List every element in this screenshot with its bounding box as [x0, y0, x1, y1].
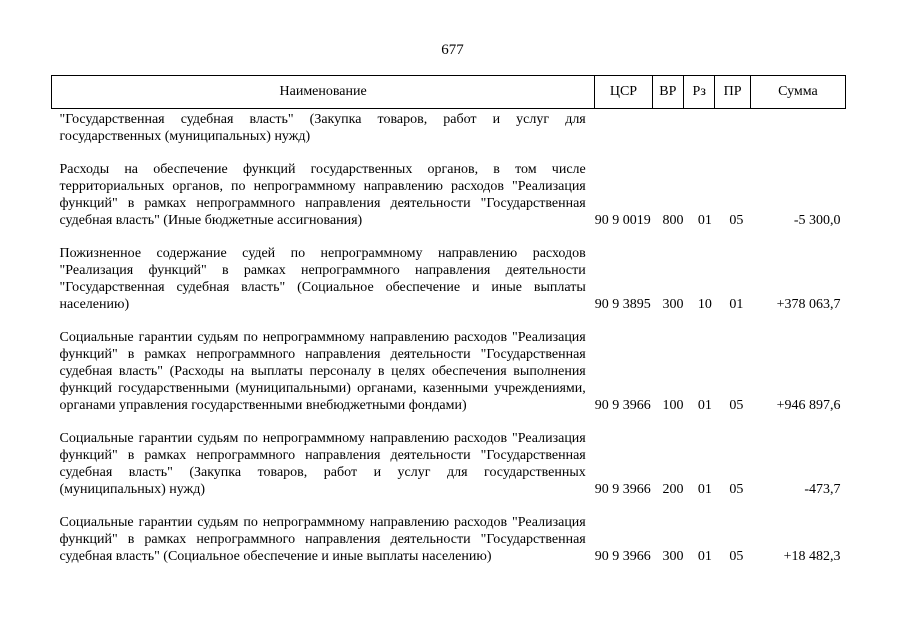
row-csr: 90 9 3966: [594, 549, 651, 564]
table-row: [52, 329, 846, 414]
table-row: [52, 161, 846, 229]
budget-table: [51, 75, 846, 565]
row-name: Пожизненное содержание судей по непрограммному направлению расходов "Реализация функций" в рамках непрограммного направления деятельности "Государственная судебная власть" (Социальное обеспечение и иные выплаты населению): [59, 246, 586, 312]
table-row: [52, 514, 846, 565]
header-vr: ВР: [652, 76, 683, 109]
header-pr: ПР: [715, 76, 751, 109]
table-row: [52, 245, 846, 313]
row-pr: 05: [729, 482, 744, 497]
table-row: [52, 430, 846, 498]
row-sum: -473,7: [804, 482, 841, 497]
row-vr: 100: [662, 398, 684, 413]
row-vr: 300: [662, 549, 684, 564]
row-spacer: [52, 414, 846, 430]
table-body: [52, 109, 846, 566]
row-vr: 300: [662, 297, 684, 312]
row-csr: [595, 109, 652, 146]
row-sum: -5 300,0: [793, 213, 841, 228]
row-name: Расходы на обеспечение функций государственных органов, в том числе территориальных органов, по непрограммному направлению расходов "Реализация функций" в рамках непрограммного направления деятельности "Государственная судебная власть" (Иные бюджетные ассигнования): [59, 162, 586, 228]
row-vr: [652, 109, 683, 146]
row-vr: 200: [662, 482, 684, 497]
row-name: Социальные гарантии судьям по непрограммному направлению расходов "Реализация функций" в рамках непрограммного направления деятельности "Государственная судебная власть" (Закупка товаров, работ и услуг для государственных (муниципальных) нужд): [59, 431, 586, 497]
header-name: Наименование: [52, 76, 595, 109]
row-sum: [750, 109, 845, 146]
row-csr: 90 9 3895: [594, 297, 651, 312]
row-pr: 05: [729, 213, 744, 228]
row-rz: 01: [697, 482, 712, 497]
row-rz: 01: [697, 213, 712, 228]
row-sum: +946 897,6: [776, 398, 841, 413]
header-sum: Сумма: [750, 76, 845, 109]
row-rz: 01: [697, 398, 712, 413]
row-sum: +18 482,3: [783, 549, 841, 564]
row-pr: 05: [729, 398, 744, 413]
row-pr: 05: [729, 549, 744, 564]
header-csr: ЦСР: [595, 76, 652, 109]
row-sum: +378 063,7: [776, 297, 841, 312]
row-spacer: [52, 313, 846, 329]
row-vr: 800: [662, 213, 684, 228]
table-row: [52, 109, 846, 146]
row-rz: 10: [697, 297, 712, 312]
row-spacer: [52, 498, 846, 514]
row-csr: 90 9 3966: [594, 482, 651, 497]
row-csr: 90 9 0019: [594, 213, 651, 228]
row-csr: 90 9 3966: [594, 398, 651, 413]
row-spacer: [52, 229, 846, 245]
row-name: Социальные гарантии судьям по непрограммному направлению расходов "Реализация функций" в рамках непрограммного направления деятельности "Государственная судебная власть" (Расходы на выплаты персоналу в целях обеспечения выполнения функций государственными (муниципальными) органами, казенными учреждениями, органами управления государственными внебюджетными фондами): [59, 330, 586, 413]
header-rz: Рз: [684, 76, 715, 109]
row-spacer: [52, 145, 846, 161]
table-header: [52, 76, 846, 109]
row-name: Социальные гарантии судьям по непрограммному направлению расходов "Реализация функций" в рамках непрограммного направления деятельности "Государственная судебная власть" (Социальное обеспечение и иные выплаты населению): [59, 515, 586, 564]
row-pr: 01: [729, 297, 744, 312]
row-rz: 01: [697, 549, 712, 564]
row-rz: [684, 109, 715, 146]
row-name: "Государственная судебная власть" (Закупка товаров, работ и услуг для государственных (муниципальных) нужд): [59, 112, 586, 144]
header-row: [52, 76, 846, 109]
row-pr: [715, 109, 751, 146]
page-number: 677: [441, 42, 464, 58]
